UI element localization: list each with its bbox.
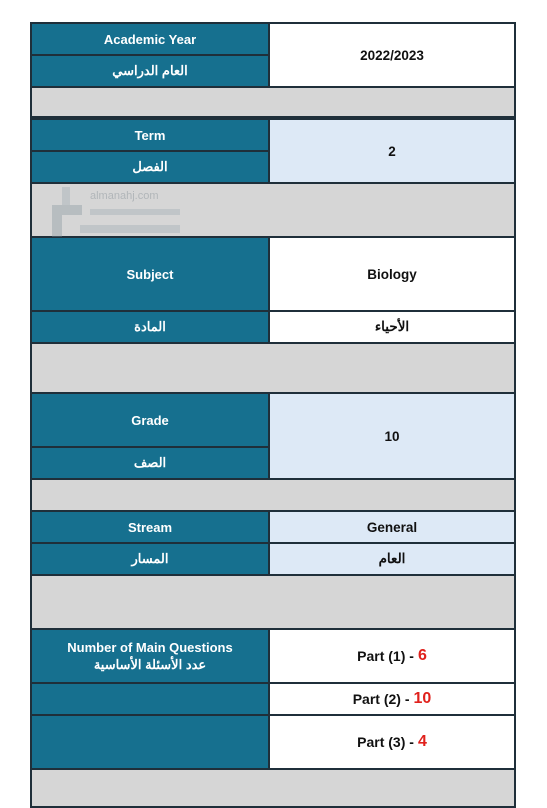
term-label: Term	[30, 118, 270, 152]
academic-year-label-ar: العام الدراسي	[30, 54, 270, 88]
part-3-count: 4	[417, 733, 427, 750]
grade-label: Grade	[30, 392, 270, 448]
term-label-ar: الفصل	[30, 150, 270, 184]
separator-row	[30, 478, 516, 512]
separator-row	[30, 342, 516, 394]
stream-value-ar: العام	[268, 542, 516, 576]
stream-value: General	[268, 510, 516, 544]
part-3	[268, 714, 516, 770]
subject-value-ar: الأحياء	[268, 310, 516, 344]
questions-label-blank	[30, 682, 270, 716]
questions-label-ar: عدد الأسئلة الأساسية	[93, 657, 207, 672]
questions-label-blank	[30, 714, 270, 770]
separator-row	[30, 86, 516, 118]
grade-value: 10	[268, 392, 516, 480]
watermark-logo	[50, 185, 190, 245]
part-1-count: 6	[417, 647, 427, 664]
separator-row	[30, 574, 516, 630]
stream-label: Stream	[30, 510, 270, 544]
part-2	[268, 682, 516, 716]
subject-value: Biology	[268, 236, 516, 312]
subject-label-ar: المادة	[30, 310, 270, 344]
questions-label-en: Number of Main Questions	[67, 640, 233, 655]
part-1-label: Part (1) -	[357, 648, 414, 664]
part-3-label: Part (3) -	[357, 734, 414, 750]
part-2-count: 10	[413, 690, 432, 707]
separator-row	[30, 768, 516, 808]
subject-label: Subject	[30, 236, 270, 312]
watermark-text: almanahj.com	[90, 190, 159, 202]
grade-label-ar: الصف	[30, 446, 270, 480]
watermark-logo-icon	[50, 185, 190, 245]
questions-label	[30, 628, 270, 684]
stream-label-ar: المسار	[30, 542, 270, 576]
academic-year-value: 2022/2023	[268, 22, 516, 88]
part-2-label: Part (2) -	[352, 691, 410, 707]
part-1	[268, 628, 516, 684]
academic-year-label: Academic Year	[30, 22, 270, 56]
term-value: 2	[268, 118, 516, 184]
